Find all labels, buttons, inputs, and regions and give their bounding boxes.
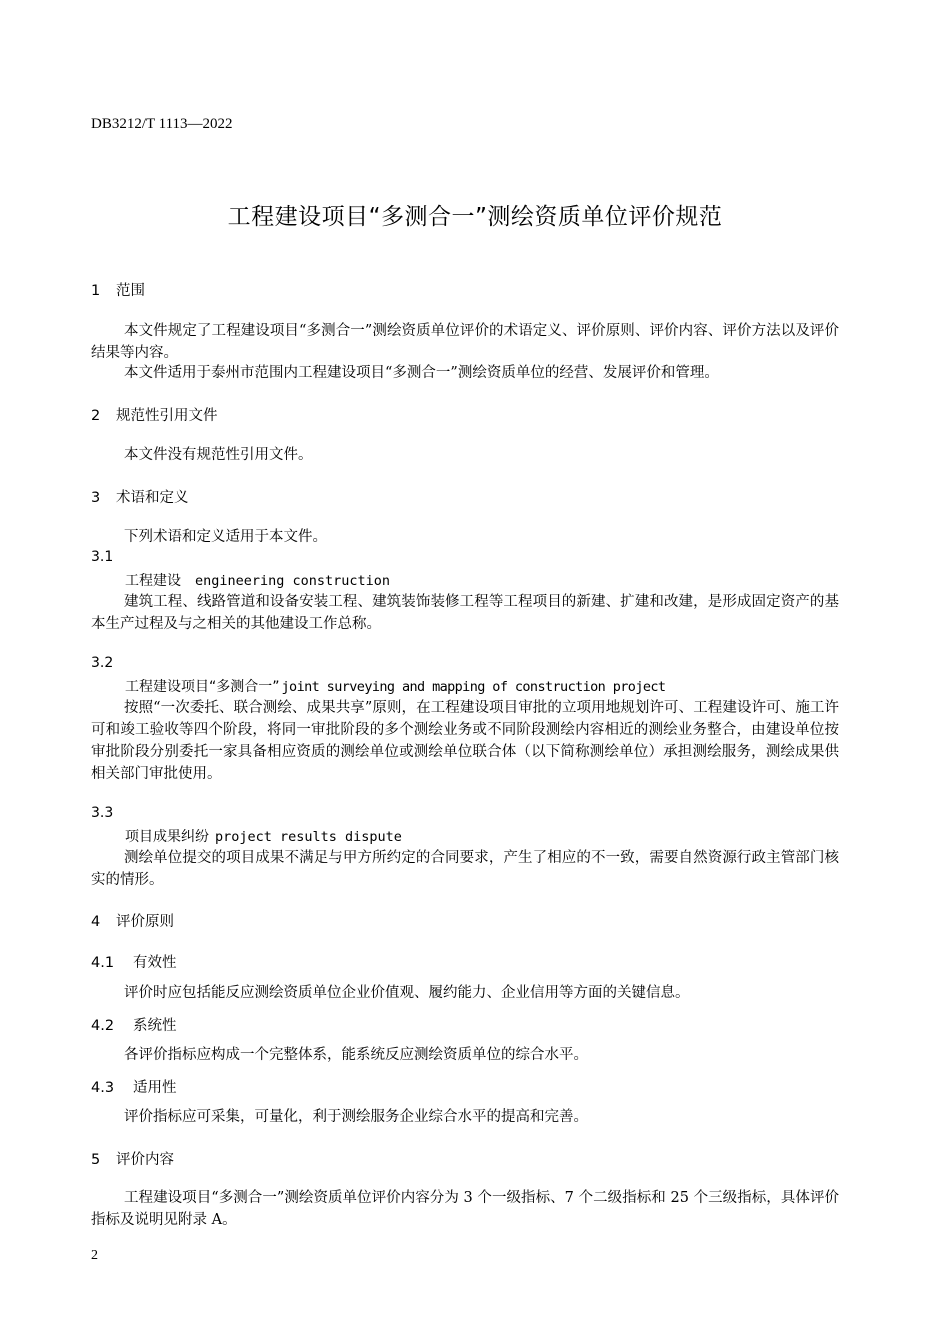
section-3-heading [91,486,189,507]
subsection-4-1-paragraph: 评价时应包括能反应测绘资质单位企业价值观、履约能力、企业信用等方面的关键信息。 [124,985,690,1001]
section-5-heading [91,1148,174,1169]
section-number: 5 [91,1152,101,1168]
section-4-heading [91,910,174,931]
subsection-title: 系统性 [133,1018,177,1034]
subsection-number: 4.1 [91,955,115,971]
term-3-2-title [125,676,665,696]
term-3-3-title [125,826,402,846]
subsection-4-2-heading [91,1014,177,1035]
page-number: 2 [91,1248,98,1263]
section-number: 4 [91,914,101,930]
term-3-3-number: 3.3 [91,805,114,821]
section-3-paragraph-1: 下列术语和定义适用于本文件。 [124,529,327,545]
section-1-paragraph-2: 本文件适用于泰州市范围内工程建设项目“多测合一”测绘资质单位的经营、发展评价和管理。 [124,365,719,381]
section-number: 1 [91,283,101,299]
term-zh: 工程建设 [125,573,181,589]
section-number: 2 [91,408,101,424]
section-2-paragraph-1: 本文件没有规范性引用文件。 [124,447,313,463]
term-3-1-title [125,570,390,590]
subsection-4-3-heading [91,1076,177,1097]
term-3-2-number: 3.2 [91,655,114,671]
document-code: DB3212/T 1113—2022 [91,116,233,132]
subsection-title: 适用性 [133,1080,177,1096]
section-1-paragraph-1: 本文件规定了工程建设项目“多测合一”测绘资质单位评价的术语定义、评价原则、评价内容、评价方法以及评价结果等内容。 [91,323,839,361]
term-3-1-definition: 建筑工程、线路管道和设备安装工程、建筑装饰装修工程等工程项目的新建、扩建和改建，是形成固定资产的基本生产过程及与之相关的其他建设工作总称。 [91,594,839,632]
section-1-heading [91,279,145,300]
section-title: 范围 [116,283,145,299]
section-2-heading [91,404,218,425]
subsection-4-1-heading [91,951,177,972]
term-3-1-number: 3.1 [91,549,114,565]
section-title: 评价原则 [116,914,174,930]
subsection-number: 4.2 [91,1018,115,1034]
subsection-number: 4.3 [91,1080,115,1096]
term-en: project results dispute [215,829,402,845]
subsection-title: 有效性 [133,955,177,971]
term-en: engineering construction [195,573,391,589]
term-zh: 项目成果纠纷 [125,829,209,845]
section-title: 评价内容 [116,1152,174,1168]
term-3-2-definition: 按照“一次委托、联合测绘、成果共享”原则，在工程建设项目审批的立项用地规划许可、工程建设许可、施工许可和竣工验收等四个阶段，将同一审批阶段的多个测绘业务或不同阶段测绘内容相近的测绘业务整合，由建设单位按审批阶段分别委托一家具备相应资质的测绘单位或测绘单位联合体（以下简称测绘单位）承担测绘服务，测绘成果供相关部门审批使用。 [91,700,839,782]
section-5-paragraph-1: 工程建设项目“多测合一”测绘资质单位评价内容分为 3 个一级指标、7 个二级指标和 25 个三级指标，具体评价指标及说明见附录 A。 [91,1190,839,1228]
section-title: 规范性引用文件 [116,408,218,424]
term-zh: 工程建设项目“多测合一” [125,679,280,695]
term-3-3-definition: 测绘单位提交的项目成果不满足与甲方所约定的合同要求，产生了相应的不一致，需要自然资源行政主管部门核实的情形。 [91,850,839,888]
section-number: 3 [91,490,101,506]
subsection-4-2-paragraph: 各评价指标应构成一个完整体系，能系统反应测绘资质单位的综合水平。 [124,1047,588,1063]
document-title: 工程建设项目“多测合一”测绘资质单位评价规范 [227,204,723,230]
term-en: joint surveying and mapping of construction project [281,679,666,695]
section-title: 术语和定义 [116,490,189,506]
subsection-4-3-paragraph: 评价指标应可采集，可量化，利于测绘服务企业综合水平的提高和完善。 [124,1109,588,1125]
